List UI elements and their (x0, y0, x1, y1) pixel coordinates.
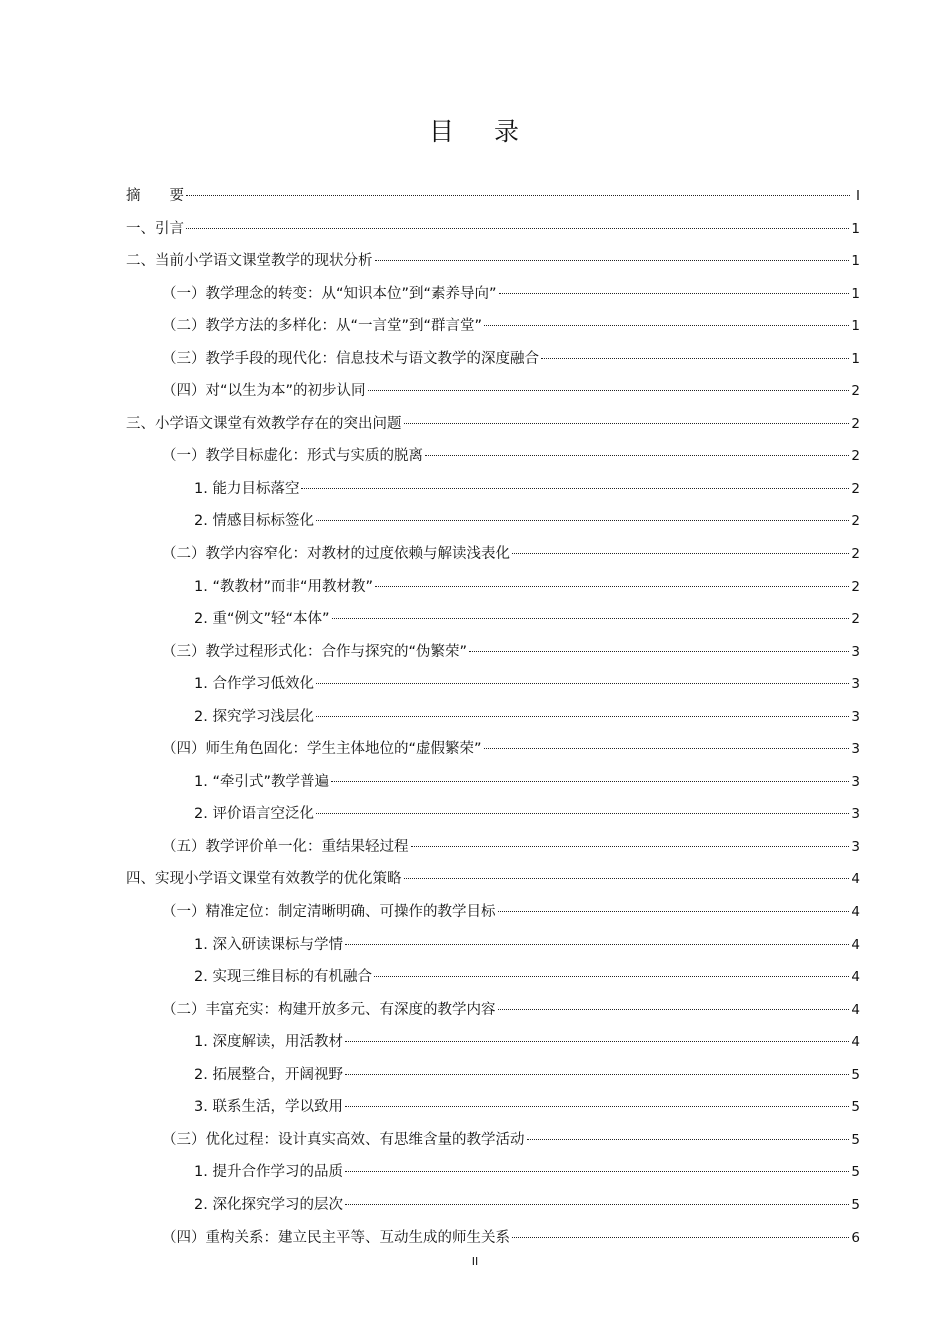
dot-leader (301, 487, 849, 489)
toc-entry-page: 5 (851, 1066, 860, 1083)
toc-entry[interactable] (126, 766, 860, 799)
dot-leader (316, 682, 849, 684)
toc-entry[interactable] (126, 310, 860, 343)
toc-entry-page: 2 (851, 383, 860, 400)
toc-entry[interactable] (126, 245, 860, 278)
toc-entry-label: （四）重构关系：建立民主平等、互动生成的师生关系 (162, 1229, 510, 1246)
toc-entry-label: 四、实现小学语文课堂有效教学的优化策略 (126, 871, 402, 888)
toc-entry[interactable] (126, 929, 860, 962)
toc-entry-page: 2 (851, 448, 860, 465)
toc-entry-page: 5 (851, 1131, 860, 1148)
dot-leader (332, 617, 850, 619)
toc-entry-label: （三）优化过程：设计真实高效、有思维含量的教学活动 (162, 1131, 525, 1148)
toc-entry[interactable] (126, 1222, 860, 1255)
toc-entry-label: 摘 要 (126, 188, 184, 204)
toc-entry-label: 2. 情感目标标签化 (194, 513, 314, 530)
title-char-2: 录 (494, 117, 522, 146)
toc-entry-label: 2. 实现三维目标的有机融合 (194, 969, 372, 986)
toc-entry-label: （三）教学过程形式化：合作与探究的“伪繁荣” (162, 643, 468, 660)
toc-entry[interactable] (126, 571, 860, 604)
toc-entry[interactable] (126, 636, 860, 669)
toc-entry[interactable] (126, 1189, 860, 1222)
toc-entry-page: 2 (851, 480, 860, 497)
toc-entry-label: 1. 提升合作学习的品质 (194, 1164, 343, 1181)
toc-entry-label: 2. 探究学习浅层化 (194, 708, 314, 725)
dot-leader (498, 910, 850, 912)
toc-entry-page: 1 (851, 350, 860, 367)
dot-leader (186, 227, 849, 229)
toc-entry-label: （五）教学评价单一化：重结果轻过程 (162, 838, 409, 855)
toc-entry-label: （三）教学手段的现代化：信息技术与语文教学的深度融合 (162, 350, 539, 367)
toc-entry[interactable] (126, 505, 860, 538)
dot-leader (345, 943, 849, 945)
toc-entry[interactable] (126, 343, 860, 376)
toc-entry-page: 1 (851, 318, 860, 335)
dot-leader (316, 812, 849, 814)
toc-entry-page: 1 (851, 220, 860, 237)
dot-leader (484, 324, 849, 326)
toc-entry-label: 2. 深化探究学习的层次 (194, 1196, 343, 1213)
dot-leader (512, 1236, 849, 1238)
toc-entry-page: 2 (851, 513, 860, 530)
toc-entry-label: （一）精准定位：制定清晰明确、可操作的教学目标 (162, 904, 496, 921)
toc-entry-page: 2 (851, 611, 860, 628)
dot-leader (425, 454, 849, 456)
toc-entry[interactable] (126, 863, 860, 896)
toc-entry-label: 1. “教教材”而非“用教材教” (194, 578, 373, 595)
toc-entry-page: 3 (851, 708, 860, 725)
table-of-contents (126, 180, 860, 1254)
toc-entry-label: 3. 联系生活，学以致用 (194, 1099, 343, 1116)
toc-entry-page: 3 (851, 773, 860, 790)
dot-leader (186, 194, 850, 196)
toc-entry-page: 3 (851, 741, 860, 758)
toc-entry-page: 4 (851, 1034, 860, 1051)
dot-leader (375, 585, 849, 587)
toc-entry-page: 5 (851, 1164, 860, 1181)
toc-entry[interactable] (126, 896, 860, 929)
dot-leader (345, 1105, 849, 1107)
toc-entry[interactable] (126, 1091, 860, 1124)
toc-entry[interactable] (126, 213, 860, 246)
toc-entry[interactable] (126, 1059, 860, 1092)
toc-entry-page: 5 (851, 1196, 860, 1213)
dot-leader (316, 519, 849, 521)
dot-leader (512, 552, 849, 554)
toc-entry-label: 1. 深入研读课标与学情 (194, 936, 343, 953)
toc-entry[interactable] (126, 994, 860, 1027)
toc-entry[interactable] (126, 733, 860, 766)
toc-entry-page: 1 (851, 253, 860, 270)
dot-leader (404, 877, 850, 879)
toc-entry-page: 3 (851, 676, 860, 693)
toc-entry[interactable] (126, 408, 860, 441)
toc-entry[interactable] (126, 375, 860, 408)
toc-entry[interactable] (126, 831, 860, 864)
toc-entry-page: 6 (851, 1229, 860, 1246)
toc-entry[interactable] (126, 701, 860, 734)
toc-entry[interactable] (126, 538, 860, 571)
dot-leader (345, 1073, 849, 1075)
toc-entry-page: 2 (851, 546, 860, 563)
toc-entry-page: 2 (851, 578, 860, 595)
toc-entry[interactable] (126, 440, 860, 473)
toc-entry-label: 1. 合作学习低效化 (194, 676, 314, 693)
dot-leader (498, 1008, 850, 1010)
toc-entry-label: 1. “牵引式”教学普遍 (194, 773, 329, 790)
toc-entry-label: （二）丰富充实：构建开放多元、有深度的教学内容 (162, 1001, 496, 1018)
toc-entry-label: （二）教学内容窄化：对教材的过度依赖与解读浅表化 (162, 546, 510, 563)
toc-entry-page: 4 (851, 936, 860, 953)
dot-leader (368, 389, 850, 391)
page-number-footer: II (471, 1255, 479, 1268)
toc-entry-label: 1. 深度解读，用活教材 (194, 1034, 343, 1051)
toc-entry-label: （二）教学方法的多样化：从“一言堂”到“群言堂” (162, 318, 483, 335)
toc-entry[interactable] (126, 1026, 860, 1059)
toc-entry-label: 三、小学语文课堂有效教学存在的突出问题 (126, 415, 402, 432)
toc-entry-label: 2. 重“例文”轻“本体” (194, 611, 330, 628)
toc-entry[interactable] (126, 278, 860, 311)
toc-entry-page: 4 (851, 904, 860, 921)
toc-entry[interactable] (126, 668, 860, 701)
title-char-1: 目 (428, 117, 456, 146)
dot-leader (374, 975, 849, 977)
toc-entry-page: 4 (851, 871, 860, 888)
dot-leader (411, 845, 850, 847)
dot-leader (331, 780, 849, 782)
toc-entry-page: 4 (851, 1001, 860, 1018)
dot-leader (541, 357, 849, 359)
toc-entry-label: 1. 能力目标落空 (194, 480, 300, 497)
dot-leader (469, 650, 849, 652)
toc-entry-label: 2. 拓展整合，开阔视野 (194, 1066, 343, 1083)
toc-entry-page: 4 (851, 969, 860, 986)
toc-entry[interactable] (126, 961, 860, 994)
toc-entry-label: 二、当前小学语文课堂教学的现状分析 (126, 253, 373, 270)
toc-entry-label: 一、引言 (126, 220, 184, 237)
toc-entry-label: （一）教学目标虚化：形式与实质的脱离 (162, 448, 423, 465)
dot-leader (375, 259, 850, 261)
toc-entry-label: 2. 评价语言空泛化 (194, 806, 314, 823)
toc-entry[interactable] (126, 603, 860, 636)
dot-leader (345, 1170, 849, 1172)
toc-entry-page: 2 (851, 415, 860, 432)
dot-leader (527, 1138, 850, 1140)
dot-leader (484, 747, 850, 749)
toc-entry[interactable] (126, 180, 860, 213)
toc-entry[interactable] (126, 473, 860, 506)
toc-entry-page: I (856, 188, 860, 204)
toc-entry-page: 3 (851, 806, 860, 823)
toc-entry[interactable] (126, 798, 860, 831)
toc-entry[interactable] (126, 1156, 860, 1189)
dot-leader (345, 1203, 849, 1205)
dot-leader (404, 422, 850, 424)
toc-entry-page: 5 (851, 1099, 860, 1116)
toc-entry-label: （四）师生角色固化：学生主体地位的“虚假繁荣” (162, 741, 482, 758)
page-title (0, 112, 950, 152)
toc-entry-page: 1 (851, 285, 860, 302)
toc-entry-page: 3 (851, 643, 860, 660)
toc-entry[interactable] (126, 1124, 860, 1157)
toc-entry-label: （一）教学理念的转变：从“知识本位”到“素养导向” (162, 285, 497, 302)
toc-entry-page: 3 (851, 838, 860, 855)
dot-leader (316, 715, 849, 717)
toc-entry-label: （四）对“以生为本”的初步认同 (162, 383, 366, 400)
dot-leader (499, 292, 850, 294)
dot-leader (345, 1040, 849, 1042)
